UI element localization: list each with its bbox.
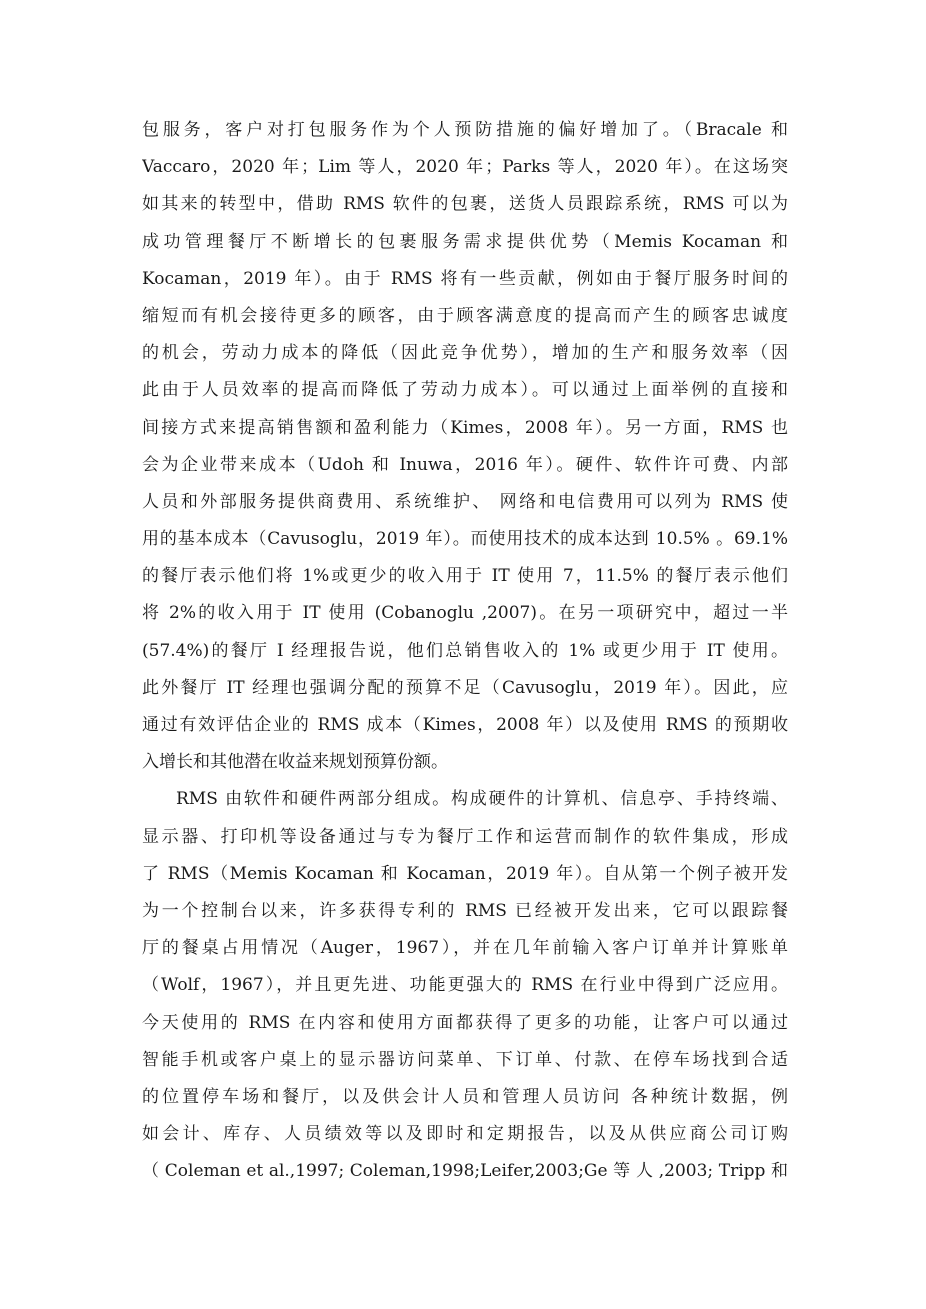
text-line: Kocaman，2019 年）。由于 RMS 将有一些贡献，例如由于餐厅服务时间的 xyxy=(142,268,788,289)
text-line: 此由于人员效率的提高而降低了劳动力成本）。可以通过上面举例的直接和 xyxy=(142,380,788,401)
text-line: 入增长和其他潜在收益来规划预算份额。 xyxy=(142,752,448,773)
text-line: 间接方式来提高销售额和盈利能力（Kimes，2008 年）。另一方面，RMS 也 xyxy=(142,417,788,438)
text-line: 成功管理餐厅不断增长的包裹服务需求提供优势（Memis Kocaman 和 xyxy=(142,231,788,252)
text-line: 缩短而有机会接待更多的顾客，由于顾客满意度的提高而产生的顾客忠诚度 xyxy=(142,305,788,326)
text-line: 为一个控制台以来，许多获得专利的 RMS 已经被开发出来，它可以跟踪餐 xyxy=(142,900,788,921)
text-line: 此外餐厅 IT 经理也强调分配的预算不足（Cavusoglu，2019 年）。因此，应 xyxy=(142,677,788,698)
text-line: 显示器、打印机等设备通过与专为餐厅工作和运营而制作的软件集成，形成 xyxy=(142,826,788,847)
paragraph-2 xyxy=(142,781,788,1190)
text-line: 今天使用的 RMS 在内容和使用方面都获得了更多的功能，让客户可以通过 xyxy=(142,1012,788,1033)
text-line: 将 2%的收入用于 IT 使用 (Cobanoglu ,2007)。在另一项研究中，超过一半 xyxy=(142,603,788,624)
text-line: 如会计、库存、人员绩效等以及即时和定期报告，以及从供应商公司订购 xyxy=(142,1124,788,1145)
text-line: （ Coleman et al.,1997; Coleman,1998;Leifer,2003;Ge 等 人 ,2003; Tripp 和 xyxy=(142,1161,788,1182)
text-line: Vaccaro，2020 年；Lim 等人，2020 年；Parks 等人，2020 年）。在这场突 xyxy=(142,157,788,178)
text-line: 人员和外部服务提供商费用、系统维护、 网络和电信费用可以列为 RMS 使 xyxy=(142,491,788,512)
text-line: 的餐厅表示他们将 1%或更少的收入用于 IT 使用 7，11.5% 的餐厅表示他们 xyxy=(142,566,788,587)
text-line: 通过有效评估企业的 RMS 成本（Kimes，2008 年）以及使用 RMS 的预期收 xyxy=(142,715,788,735)
text-line: 用的基本成本（Cavusoglu，2019 年）。而使用技术的成本达到 10.5% 。69.1% xyxy=(142,529,788,550)
text-line: RMS 由软件和硬件两部分组成。构成硬件的计算机、信息亭、手持终端、 xyxy=(176,789,788,810)
text-line: 会为企业带来成本（Udoh 和 Inuwa，2016 年）。硬件、软件许可费、内部 xyxy=(142,454,788,475)
text-line: (57.4%)的餐厅 I 经理报告说，他们总销售收入的 1% 或更少用于 IT 使用。 xyxy=(142,640,788,661)
text-line: 如其来的转型中，借助 RMS 软件的包裹，送货人员跟踪系统，RMS 可以为 xyxy=(142,194,788,215)
document-body xyxy=(142,112,788,1190)
paragraph-1 xyxy=(142,112,788,781)
text-line: 了 RMS（Memis Kocaman 和 Kocaman，2019 年）。自从第一个例子被开发 xyxy=(142,863,788,884)
text-line: 智能手机或客户桌上的显示器访问菜单、下订单、付款、在停车场找到合适 xyxy=(142,1049,788,1070)
text-line: 的机会，劳动力成本的降低（因此竞争优势），增加的生产和服务效率（因 xyxy=(142,343,788,364)
text-line: 的位置停车场和餐厅，以及供会计人员和管理人员访问 各种统计数据，例 xyxy=(142,1086,788,1107)
text-line: 包服务，客户对打包服务作为个人预防措施的偏好增加了。（Bracale 和 xyxy=(142,120,788,140)
text-line: 厅的餐桌占用情况（Auger，1967），并在几年前输入客户订单并计算账单 xyxy=(142,938,788,959)
text-line: （Wolf，1967），并且更先进、功能更强大的 RMS 在行业中得到广泛应用。 xyxy=(142,975,788,996)
